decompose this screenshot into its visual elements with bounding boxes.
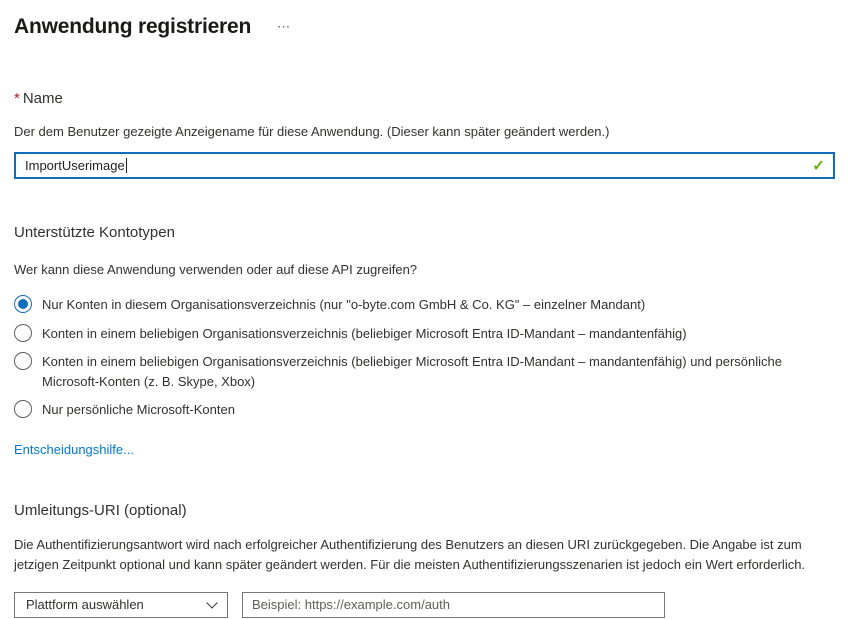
decision-help-link[interactable]: Entscheidungshilfe...: [14, 441, 134, 457]
redirect-uri-controls: [14, 592, 835, 618]
account-type-option-multitenant-personal[interactable]: [14, 352, 835, 391]
name-description: Der dem Benutzer gezeigte Anzeigename für diese Anwendung. (Dieser kann später geändert werden.): [14, 124, 610, 139]
radio-icon[interactable]: [14, 324, 32, 342]
account-types-radio-group: [14, 295, 835, 420]
platform-select-value: Plattform auswählen: [26, 597, 144, 612]
platform-select[interactable]: [14, 592, 228, 618]
chevron-down-icon: [206, 597, 217, 608]
page-title: Anwendung registrieren: [14, 15, 252, 38]
account-type-option-label: Nur persönliche Microsoft-Konten: [42, 402, 235, 417]
account-type-option-label: Nur Konten in diesem Organisationsverzeichnis (nur "o-byte.com GmbH & Co. KG" – einzelner Mandant): [42, 297, 646, 312]
account-types-question: Wer kann diese Anwendung verwenden oder auf diese API zugreifen?: [14, 262, 418, 277]
name-section-label: [14, 89, 835, 109]
validation-check-icon: ✓: [812, 156, 825, 174]
radio-icon[interactable]: [14, 352, 32, 370]
radio-icon[interactable]: [14, 400, 32, 418]
radio-icon[interactable]: [14, 295, 32, 313]
account-type-option-single-tenant[interactable]: [14, 295, 835, 315]
more-options-button[interactable]: ⋯: [277, 19, 293, 34]
name-label-text: Name: [22, 90, 63, 107]
redirect-uri-heading: Umleitungs-URI (optional): [14, 501, 187, 519]
account-type-option-multitenant[interactable]: [14, 324, 835, 344]
required-marker: *: [14, 90, 20, 107]
account-type-option-label: Konten in einem beliebigen Organisationsverzeichnis (beliebiger Microsoft Entra ID-Mandant – mandantenfähig) und persönliche Microsoft-Konten (z. B. Skype, Xbox): [42, 354, 782, 389]
name-input-value: ImportUserimage: [25, 158, 125, 173]
header: [14, 13, 835, 41]
account-type-option-label: Konten in einem beliebigen Organisationsverzeichnis (beliebiger Microsoft Entra ID-Mandant – mandantenfähig): [42, 325, 687, 341]
account-type-option-personal-only[interactable]: [14, 400, 835, 420]
text-cursor: [126, 158, 127, 173]
redirect-uri-input[interactable]: [242, 592, 665, 618]
account-types-heading: Unterstützte Kontotypen: [14, 224, 175, 241]
name-input[interactable]: [14, 152, 835, 179]
redirect-uri-description: Die Authentifizierungsantwort wird nach erfolgreicher Authentifizierung des Benutzers an diesen URI zurückgegeben. Die Angabe ist zum jetzigen Zeitpunkt optional und kann später geändert werden. Für die meisten Authentifizierungsszenarien ist jedoch ein Wert erforderlich.: [14, 536, 806, 572]
